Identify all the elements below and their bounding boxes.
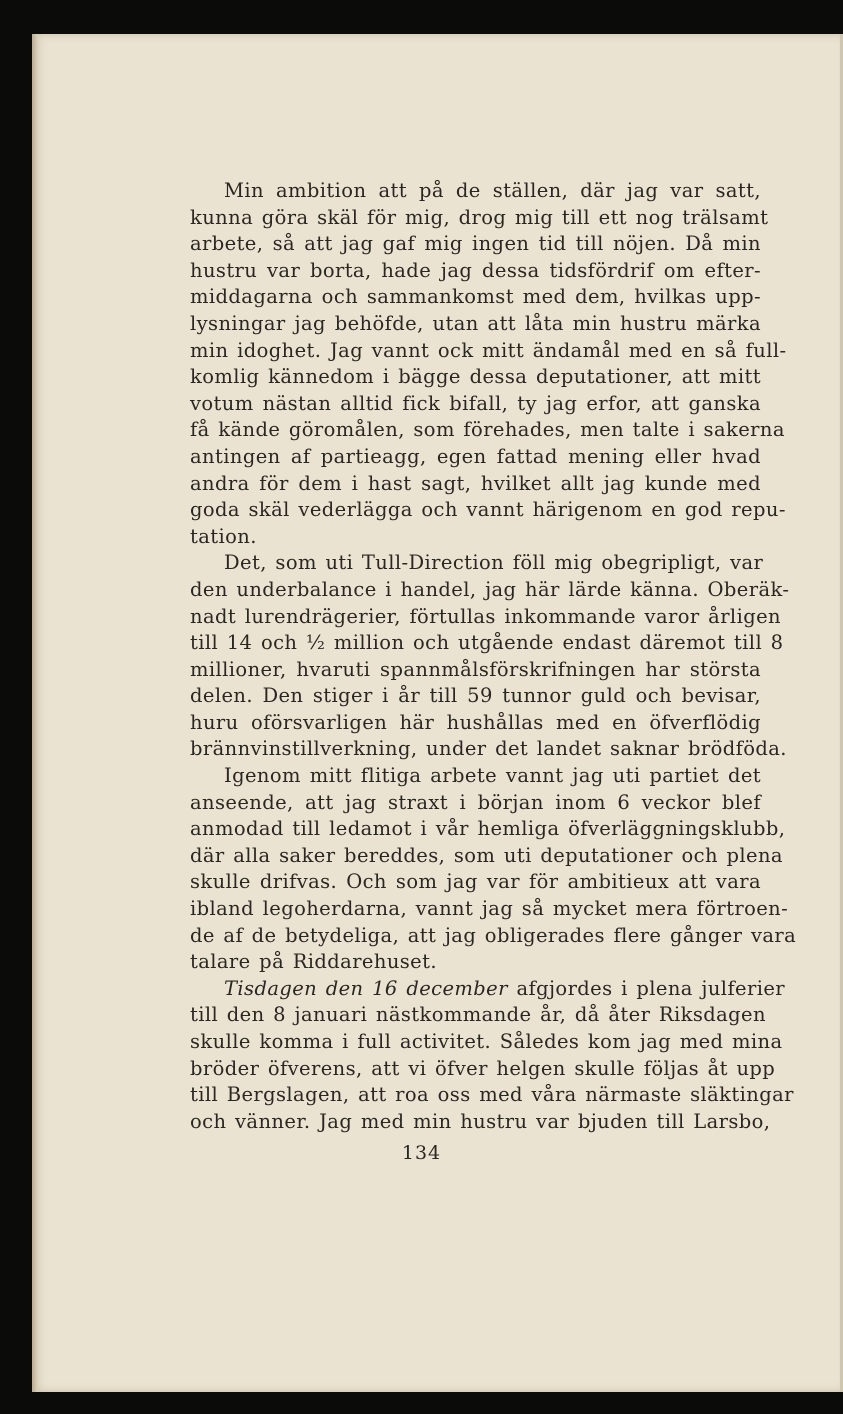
- text-line: bröder öfverens, att vi öfver helgen skulle följas åt upp: [190, 1056, 776, 1080]
- text-line: middagarna och sammankomst med dem, hvilkas upp-: [190, 285, 761, 309]
- text-line: brännvinstillverkning, under det landet saknar brödföda.: [190, 737, 787, 761]
- text-line: den underbalance i handel, jag här lärde känna. Oberäk-: [190, 577, 790, 601]
- page-number: 134: [401, 1142, 442, 1164]
- text-line: andra för dem i hast sagt, hvilket allt jag kunde med: [190, 471, 761, 495]
- text-line: votum nästan alltid fick bifall, ty jag erfor, att ganska: [190, 391, 761, 415]
- text-line: Min ambition att på de ställen, där jag var satt,: [224, 179, 761, 202]
- paragraph-1: [190, 178, 787, 550]
- text-line: [190, 976, 786, 1003]
- text-line: nadt lurendrägerier, förtullas inkommande varor årligen: [190, 604, 781, 628]
- text-line: där alla saker bereddes, som uti deputationer och plena: [190, 843, 783, 867]
- text-line: lysningar jag behöfde, utan att låta min hustru märka: [190, 311, 761, 335]
- text-line: och vänner. Jag med min hustru var bjuden till Larsbo,: [190, 1109, 771, 1133]
- text-line: min idoghet. Jag vannt ock mitt ändamål med en så full-: [190, 338, 787, 362]
- text-line: till Bergslagen, att roa oss med våra närmaste släktingar: [190, 1083, 794, 1107]
- text-line: delen. Den stiger i år till 59 tunnor guld och bevisar,: [190, 684, 761, 708]
- paragraph-2: [190, 550, 790, 763]
- paragraph-3: [190, 763, 797, 976]
- paragraph-4: [190, 976, 794, 1136]
- text-line: skulle komma i full activitet. Således kom jag med mina: [190, 1030, 783, 1053]
- text-line: hustru var borta, hade jag dessa tidsfördrif om efter-: [190, 258, 761, 282]
- text-line: skulle drifvas. Och som jag var för ambitieux att vara: [190, 870, 761, 894]
- text-line: få kände göromålen, som förehades, men talte i sakerna: [190, 418, 785, 442]
- text-line: kunna göra skäl för mig, drog mig till ett nog trälsamt: [190, 205, 769, 229]
- text-line: goda skäl vederlägga och vannt härigenom en god repu-: [190, 498, 786, 522]
- body-text: [190, 178, 797, 1135]
- text-line: Igenom mitt flitiga arbete vannt jag uti partiet det: [224, 764, 761, 788]
- page-gutter: [32, 34, 38, 1392]
- text-fragment: afgjordes i plena julferier: [507, 976, 786, 1000]
- text-line: komlig kännedom i bägge dessa deputationer, att mitt: [190, 365, 761, 389]
- text-line: arbete, så att jag gaf mig ingen tid till nöjen. Då min: [190, 232, 761, 256]
- text-line: till den 8 januari nästkommande år, då åter Riksdagen: [190, 1003, 766, 1027]
- text-line: de af de betydeliga, att jag obligerades flere gånger vara: [190, 923, 797, 947]
- text-line: millioner, hvaruti spannmålsförskrifningen har största: [190, 657, 761, 681]
- text-line: ibland legoherdarna, vannt jag så mycket mera förtroen-: [190, 897, 789, 921]
- text-line: huru oförsvarligen här hushållas med en öfverflödig: [190, 710, 761, 734]
- text-line: tation.: [190, 524, 257, 548]
- text-line: anseende, att jag straxt i början inom 6 veckor blef: [190, 790, 761, 814]
- text-line: anmodad till ledamot i vår hemliga öfverläggningsklubb,: [190, 817, 786, 841]
- text-line: till 14 och ½ million och utgående endast däremot till 8: [190, 631, 784, 655]
- text-line: Det, som uti Tull-Direction föll mig obegripligt, var: [224, 551, 764, 575]
- date-heading: Tisdagen den 16 december: [224, 976, 508, 1000]
- text-line: antingen af partieagg, egen fattad mening eller hvad: [190, 444, 761, 468]
- text-line: talare på Riddarehuset.: [190, 950, 437, 974]
